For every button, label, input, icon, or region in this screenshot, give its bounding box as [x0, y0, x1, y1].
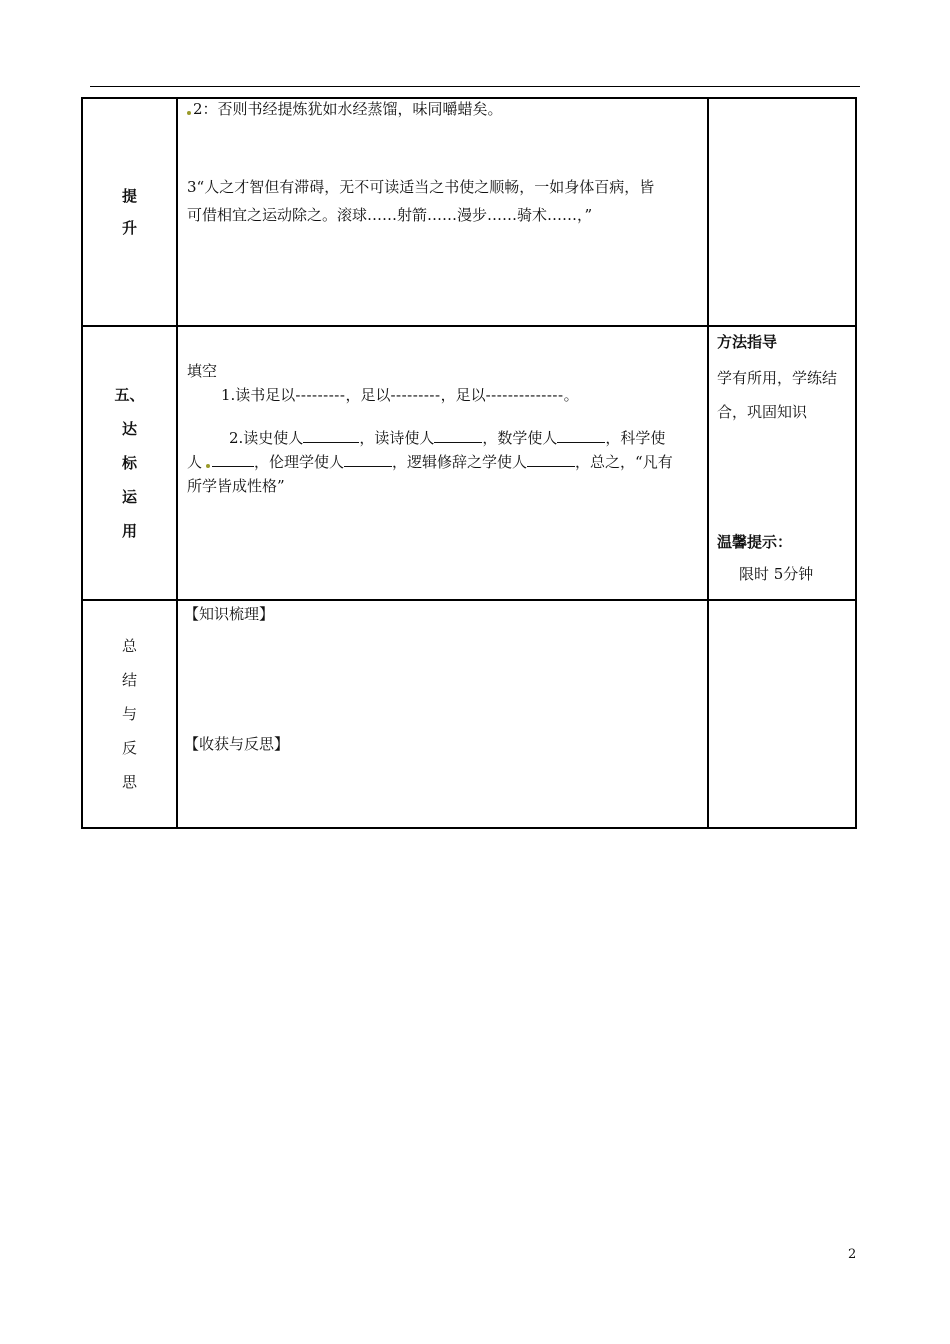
guide-title: 方法指导	[717, 333, 778, 351]
zongjie-content	[177, 600, 708, 828]
answer-blank[interactable]	[557, 428, 605, 443]
quote-line-2: 2：否则书经提炼犹如水经蒸馏，味同嚼蜡矣。	[193, 100, 503, 118]
fill-heading: 填空	[187, 362, 218, 380]
lesson-table	[81, 97, 857, 829]
row-tisheng	[82, 98, 856, 326]
tip-title: 温馨提示：	[717, 533, 793, 551]
answer-blank[interactable]	[434, 428, 482, 443]
label-char: 与	[121, 705, 137, 723]
row-label-zongjie	[82, 600, 177, 828]
label-char: 思	[121, 773, 137, 791]
answer-blank[interactable]	[303, 428, 359, 443]
tisheng-side	[708, 98, 856, 326]
zongjie-side	[708, 600, 856, 828]
label-char: 运	[121, 488, 137, 506]
label-char: 提	[121, 187, 137, 205]
header-rule	[90, 86, 860, 87]
answer-blank[interactable]	[344, 452, 392, 467]
page-number: 2	[848, 1247, 857, 1262]
marker-dot	[206, 464, 210, 468]
label-char: 达	[121, 420, 137, 438]
answer-blank[interactable]	[212, 452, 254, 467]
answer-blank[interactable]: ---------	[295, 386, 346, 404]
question-2-cont: 人 ，伦理学使人 ，逻辑修辞之学使人 ，总之，“凡有 所学皆成性格”	[187, 453, 673, 495]
guide-text-2: 合，巩固知识	[717, 403, 808, 421]
label-char: 结	[121, 671, 137, 689]
quote-line-3b: 可借相宜之运动除之。滚球……射箭……漫步……骑术……，”	[187, 206, 593, 224]
answer-blank[interactable]: --------------	[485, 386, 564, 404]
dabiao-content	[177, 326, 708, 600]
guide-text-1: 学有所用，学练结	[717, 369, 838, 387]
answer-blank[interactable]: ---------	[390, 386, 441, 404]
method-guide-cell	[708, 326, 856, 600]
label-char: 用	[121, 522, 137, 540]
row-zongjie	[82, 600, 856, 828]
section-knowledge: 【知识梳理】	[184, 605, 275, 623]
label-char: 升	[121, 219, 137, 237]
label-char: 总	[121, 637, 137, 655]
tip-text: 限时 5分钟	[739, 565, 814, 583]
label-char: 五、	[114, 386, 145, 404]
question-2: 2.读史使人 ，读诗使人 ，数学使人 ，科学使	[229, 429, 666, 447]
row-dabiao	[82, 326, 856, 600]
tisheng-content	[177, 98, 708, 326]
section-reflection: 【收获与反思】	[184, 735, 290, 753]
row-label-tisheng	[82, 98, 177, 326]
marker-dot	[187, 111, 191, 115]
row-label-dabiao	[82, 326, 177, 600]
label-char: 反	[121, 739, 137, 757]
label-char: 标	[121, 454, 137, 472]
answer-blank[interactable]	[527, 452, 575, 467]
quote-line-3a: 3“人之才智但有滞碍，无不可读适当之书使之顺畅，一如身体百病，皆	[187, 178, 655, 196]
question-1: 1.读书足以---------，足以---------，足以--------------。	[221, 386, 579, 404]
